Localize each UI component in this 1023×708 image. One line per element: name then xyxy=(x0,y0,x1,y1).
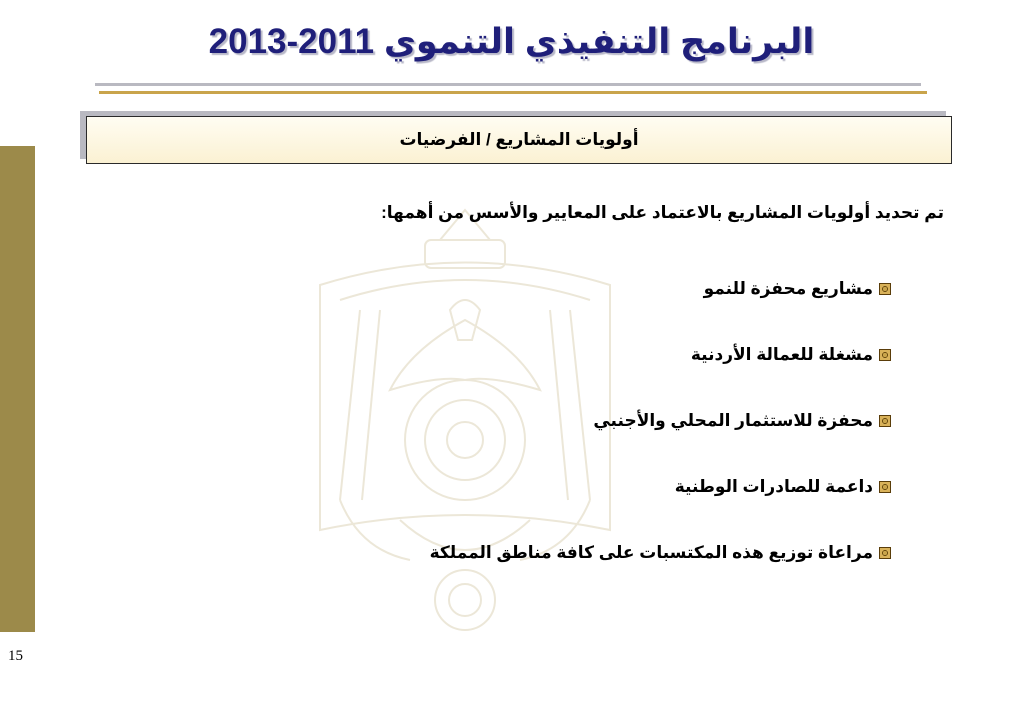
bullet-icon xyxy=(879,283,891,295)
list-item-text: مشغلة للعمالة الأردنية xyxy=(690,345,873,364)
priority-list xyxy=(430,256,891,586)
bullet-icon xyxy=(879,349,891,361)
list-item-text: مشاريع محفزة للنمو xyxy=(703,279,873,298)
list-item-text: محفزة للاستثمار المحلي والأجنبي xyxy=(593,411,873,430)
list-item-text: مراعاة توزيع هذه المكتسبات على كافة مناطق المملكة xyxy=(429,543,873,562)
section-header-box xyxy=(86,116,952,164)
slide-title: البرنامج التنفيذي التنموي 2011-2013 xyxy=(208,22,815,61)
bullet-icon xyxy=(879,547,891,559)
bullet-icon xyxy=(879,415,891,427)
sidebar-bar xyxy=(0,146,35,632)
section-header-text: أولويات المشاريع / الفرضيات xyxy=(399,130,639,149)
list-item xyxy=(430,454,891,520)
list-item-text: داعمة للصادرات الوطنية xyxy=(674,477,873,496)
bullet-icon xyxy=(879,481,891,493)
title-rule-gold xyxy=(99,91,927,94)
title-rule-grey xyxy=(95,83,921,86)
intro-text: تم تحديد أولويات المشاريع بالاعتماد على المعايير والأسس من أهمها: xyxy=(381,203,944,222)
page-number: 15 xyxy=(8,648,23,664)
list-item xyxy=(430,520,891,586)
list-item xyxy=(430,322,891,388)
list-item xyxy=(430,256,891,322)
list-item xyxy=(430,388,891,454)
